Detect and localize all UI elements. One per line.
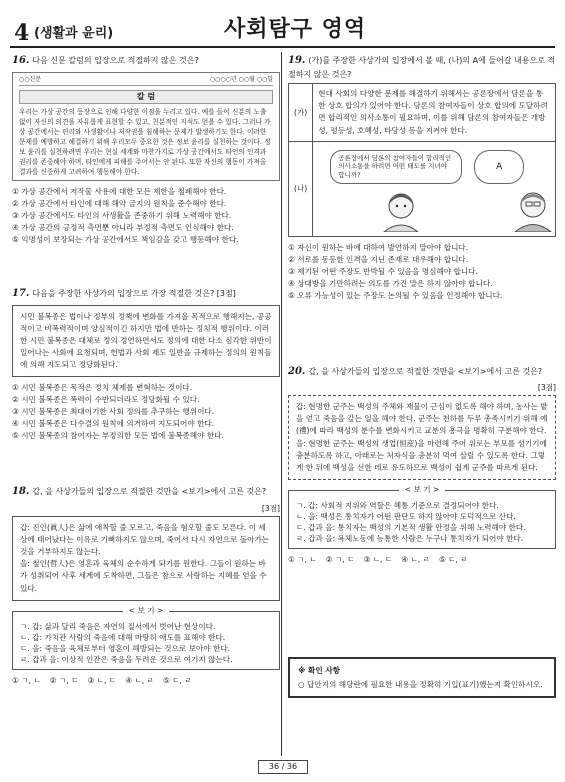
passage-table xyxy=(288,83,556,237)
choice-2[interactable]: ② 가상 공간에서 타인에 대해 해악 금지의 원칙을 준수해야 한다. xyxy=(12,199,227,209)
choice-5[interactable]: ⑤ 오류 가능성이 있는 주장도 논의될 수 있음을 인정해야 합니다. xyxy=(288,290,503,300)
choice-1[interactable]: ① 가상 공간에서 저작물 사용에 대한 모든 제한을 철폐해야 한다. xyxy=(12,187,227,197)
passage-gap: 갑: 진인(眞人)은 삶에 애착할 줄 모르고, 죽음을 혐오할 줄도 모른다. 이 세상에 태어났다는 이유로 기뻐하지도 않으며, 죽어서 다시 자연으로 돌아가는 것을 거부하지도 않는다. xyxy=(20,522,270,557)
bogi-label: < 보 기 > xyxy=(123,606,170,615)
passage-box xyxy=(288,395,556,480)
column-body: 우리는 가상 공간의 등장으로 인해 다양한 이점을 누리고 있다. 예를 들어 신분의 노출 없이 자신의 의견을 자유롭게 표현할 수 있고, 친분적인 지식도 얻을 수 있다. 그러나 가상 공간에서는 편리와 사생활이나 저작권을 침해하는 문제가 발생하기도 한다. 이러한 문제를 예방하고 해결하기 위해 우리모두 중요한 것은 정보 윤리를 실천하는 것이다. 정보 윤리를 실천하려면 우리는 현실 세계와 마찬가지로 가상 공간에서도 타인의 인격과 권리를 존중해야 하며, 타인에게 피해를 주어서는 안 된다. 또한 자신의 행동이 가져올 결과를 신중하게 고려하여 행동해야 한다. xyxy=(19,107,271,177)
label-na: (나) xyxy=(289,141,313,236)
passage-eul: 을: 현명한 군주는 백성의 생업(恒産)을 마련해 주어 위로는 부모를 섬기기에 충분하도록 하고, 아래로는 처자식을 충분히 먹여 살릴 수 있도록 한다. 그렇게 한 뒤에 백성을 선한 데로 유도하므로 백성이 쉽게 군주를 따르게 된다. xyxy=(296,438,547,472)
answer-choices xyxy=(12,382,280,441)
section-number: 4 xyxy=(14,20,30,46)
answer-options xyxy=(12,675,280,686)
choice-1[interactable]: ① 시민 불복종은 목적은 정치 체제를 변혁하는 것이다. xyxy=(12,383,193,393)
bogi-item-4: ㄹ. 갑과 을: 이상적 인간은 죽음을 두려운 것으로 여기지 않는다. xyxy=(20,654,233,664)
bogi-item-4: ㄹ. 갑과 을: 욕체노동에 능통한 사람은 누구나 통치자가 되어야 한다. xyxy=(296,534,524,543)
current-page: 36 xyxy=(268,762,280,771)
choice-2[interactable]: ② 서로를 동등한 인격을 지닌 존재로 대우해야 합니다. xyxy=(288,254,469,264)
question-17 xyxy=(12,287,280,441)
option-5[interactable]: ⑤ ㄷ, ㄹ xyxy=(162,675,192,685)
answer-choices xyxy=(288,242,556,301)
notice-title: ※ 확인 사항 xyxy=(298,666,341,675)
page-header xyxy=(10,4,555,48)
answer-choices xyxy=(12,186,280,245)
question-number: 20. xyxy=(288,365,306,377)
points-label: [3점] xyxy=(261,503,280,513)
subject-name: (생활과 윤리) xyxy=(34,26,114,41)
column-title: 칼 럼 xyxy=(19,90,273,104)
option-1[interactable]: ① ㄱ, ㄴ xyxy=(288,555,317,564)
question-text: 갑, 을 사상가들의 입장으로 적절한 것만을 <보기>에서 고른 것은? xyxy=(32,487,267,497)
dialogue-illustration xyxy=(318,146,550,232)
question-20 xyxy=(288,365,556,565)
question-number: 16. xyxy=(12,55,30,66)
question-16 xyxy=(12,54,280,245)
notice-text: ○ 답안지의 해당란에 필요한 내용을 정확히 기입(표기)했는지 확인하시오. xyxy=(298,680,543,689)
question-number: 18. xyxy=(12,486,30,498)
question-text: 다음을 주장한 사상가의 입장으로 가장 적절한 것은? [3점] xyxy=(32,289,236,299)
newspaper-date: ○○○○년 ○○월 ○○일 xyxy=(209,75,273,83)
question-text: 다음 신문 칼럼의 입장으로 적절하지 않은 것은? xyxy=(32,56,199,65)
question-18 xyxy=(12,485,280,685)
option-5[interactable]: ⑤ ㄷ, ㄹ xyxy=(438,555,468,564)
choice-5[interactable]: ⑤ 시민 불복종의 참여자는 부정의한 모든 법에 불복종해야 한다. xyxy=(12,431,224,441)
option-4[interactable]: ④ ㄴ, ㄹ xyxy=(125,675,154,685)
points-label: [3점] xyxy=(537,383,556,393)
label-ga: (가) xyxy=(289,84,313,142)
bogi-item-1: ㄱ. 갑: 사회적 지위와 역할은 혜통 기준으로 결정되어야 한다. xyxy=(296,501,499,510)
passage-ga: 현대 사회의 다양한 문제를 해결하기 위해서는 공론장에서 담론을 통한 상호 합의가 있어야 한다. 담론의 참여자들이 상호 합의에 도달하려면 합리적인 의사소통이 필요하며, 이를 위해 담론의 참여자들은 개방성, 평등성, 호혜성, 타당성 등을 지켜야 한다. xyxy=(313,84,556,142)
left-column xyxy=(12,54,280,686)
bogi-item-3: ㄷ. 을: 죽음을 육체로부터 영혼이 해방되는 것으로 보아야 한다. xyxy=(20,643,231,653)
choice-4[interactable]: ④ 가상 공간의 긍정적 측면뿐 아니라 부정적 측면도 인식해야 한다. xyxy=(12,223,234,233)
newspaper-column-box xyxy=(12,72,280,182)
choice-2[interactable]: ② 시민 불복종은 폭력이 수반되더라도 정당화될 수 있다. xyxy=(12,395,200,405)
option-2[interactable]: ② ㄱ, ㄷ xyxy=(49,675,79,685)
page-number: 36 / 36 xyxy=(258,760,308,774)
choice-5[interactable]: ⑤ 익명성이 보장되는 가상 공간에서도 책임감을 갖고 행동해야 한다. xyxy=(12,235,239,245)
check-notice-box xyxy=(288,657,556,698)
option-2[interactable]: ② ㄱ, ㄷ xyxy=(325,555,355,564)
choice-1[interactable]: ① 자신이 원하는 바에 대하여 발언하지 말아야 합니다. xyxy=(288,242,469,252)
bogi-box xyxy=(288,485,556,549)
bogi-item-2: ㄴ. 을: 백성은 통치자가 어떤 판단도 하지 않아야 도덕적으로 산다. xyxy=(296,512,516,521)
bogi-label: < 보 기 > xyxy=(399,485,446,494)
question-text: (가)를 주장한 사상가의 입장에서 볼 때, (나)의 A에 들어갈 내용으로 적절하지 않은 것은? xyxy=(288,56,556,79)
option-3[interactable]: ③ ㄴ, ㄷ xyxy=(87,675,117,685)
passage-box xyxy=(12,516,280,601)
question-text: 갑, 을 사상가들의 입장으로 적절한 것만을 <보기>에서 고른 것은? xyxy=(308,366,543,376)
right-column xyxy=(288,54,556,698)
philosopher-figure-icon xyxy=(510,186,556,232)
question-number: 17. xyxy=(12,288,30,300)
question-19 xyxy=(288,54,556,301)
option-1[interactable]: ① ㄱ, ㄴ xyxy=(12,675,41,685)
bogi-item-1: ㄱ. 갑: 삶과 달리 죽음은 자연의 질서에서 벗어난 현상이다. xyxy=(20,621,216,631)
answer-options xyxy=(288,554,556,565)
newspaper-name: ○○신문 xyxy=(19,75,42,83)
choice-4[interactable]: ④ 상대방을 기만하려는 의도를 가진 말은 하지 않아야 합니다. xyxy=(288,278,493,288)
choice-4[interactable]: ④ 시민 불복종은 다수결의 원칙에 의거하여 지도되어야 한다. xyxy=(12,419,215,429)
speech-bubble-answer: A xyxy=(474,150,524,184)
passage-box: 시민 불복종은 법이나 정부의 정책에 변화를 가져올 목적으로 행해지는, 공공적이고 비폭력적이며 양심적이긴 하지만 법에 반하는 정치적 행위이다. 이러한 시민 불복종은 대체로 정의 정연하면서도 정의에 대한 다소 심각한 위반이 일어나는 사회에 요청되며, 헌법과 사회 제도 일반을 규제하는 정의의 원칙들에 의해 지도되고 정당화된다. xyxy=(12,305,280,378)
choice-3[interactable]: ③ 제기된 어떤 주장도 반박될 수 있음을 명심해야 합니다. xyxy=(288,266,478,276)
bogi-box xyxy=(12,605,280,670)
option-3[interactable]: ③ ㄴ, ㄷ xyxy=(363,555,393,564)
total-pages: 36 xyxy=(286,762,298,771)
passage-eul: 을: 철인(哲人)은 영혼과 육체의 순수하게 되기를 원한다. 그들이 원하는 바가 성취되어 사후 세계에 도착하면, 그들은 참으로 사랑하는 지혜를 얻을 수 있다. xyxy=(20,559,267,593)
passage-gap: 갑: 현명한 군주는 백성의 주체와 재물이 근심이 없도록 해야 하며, 농사는 밭을 얻고 죽음을 갚는 일을 해야 한다. 군주는 천하를 두루 총족시키기 위해 예(禮)에 따라 백성의 분수를 변화시키고 교분의 흥극을 명확히 구분해야 한다. xyxy=(296,402,548,436)
choice-3[interactable]: ③ 가상 공간에서도 타인의 사생활을 존중하기 위해 노력해야 한다. xyxy=(12,211,232,221)
option-4[interactable]: ④ ㄴ, ㄹ xyxy=(401,555,430,564)
column-divider xyxy=(281,52,282,756)
choice-3[interactable]: ③ 시민 불복종은 최대이기한 사회 정의를 추구하는 행위이다. xyxy=(12,407,215,417)
student-figure-icon xyxy=(378,188,424,232)
bogi-item-3: ㄷ. 갑과 을: 통치자는 백성의 기본적 생활 안정을 위해 노력해야 한다. xyxy=(296,523,526,532)
page-title: 사회탐구 영역 xyxy=(224,17,367,42)
bogi-item-2: ㄴ. 갑: 가치관 사람의 죽음에 대해 마땅히 애도를 표해야 한다. xyxy=(20,632,226,642)
speech-bubble-question: 공론장에서 담론의 참여자들이 합리적인 의사소통을 하려면 어떤 태도를 지녀야 합니까? xyxy=(330,150,462,184)
question-number: 19. xyxy=(288,55,306,66)
